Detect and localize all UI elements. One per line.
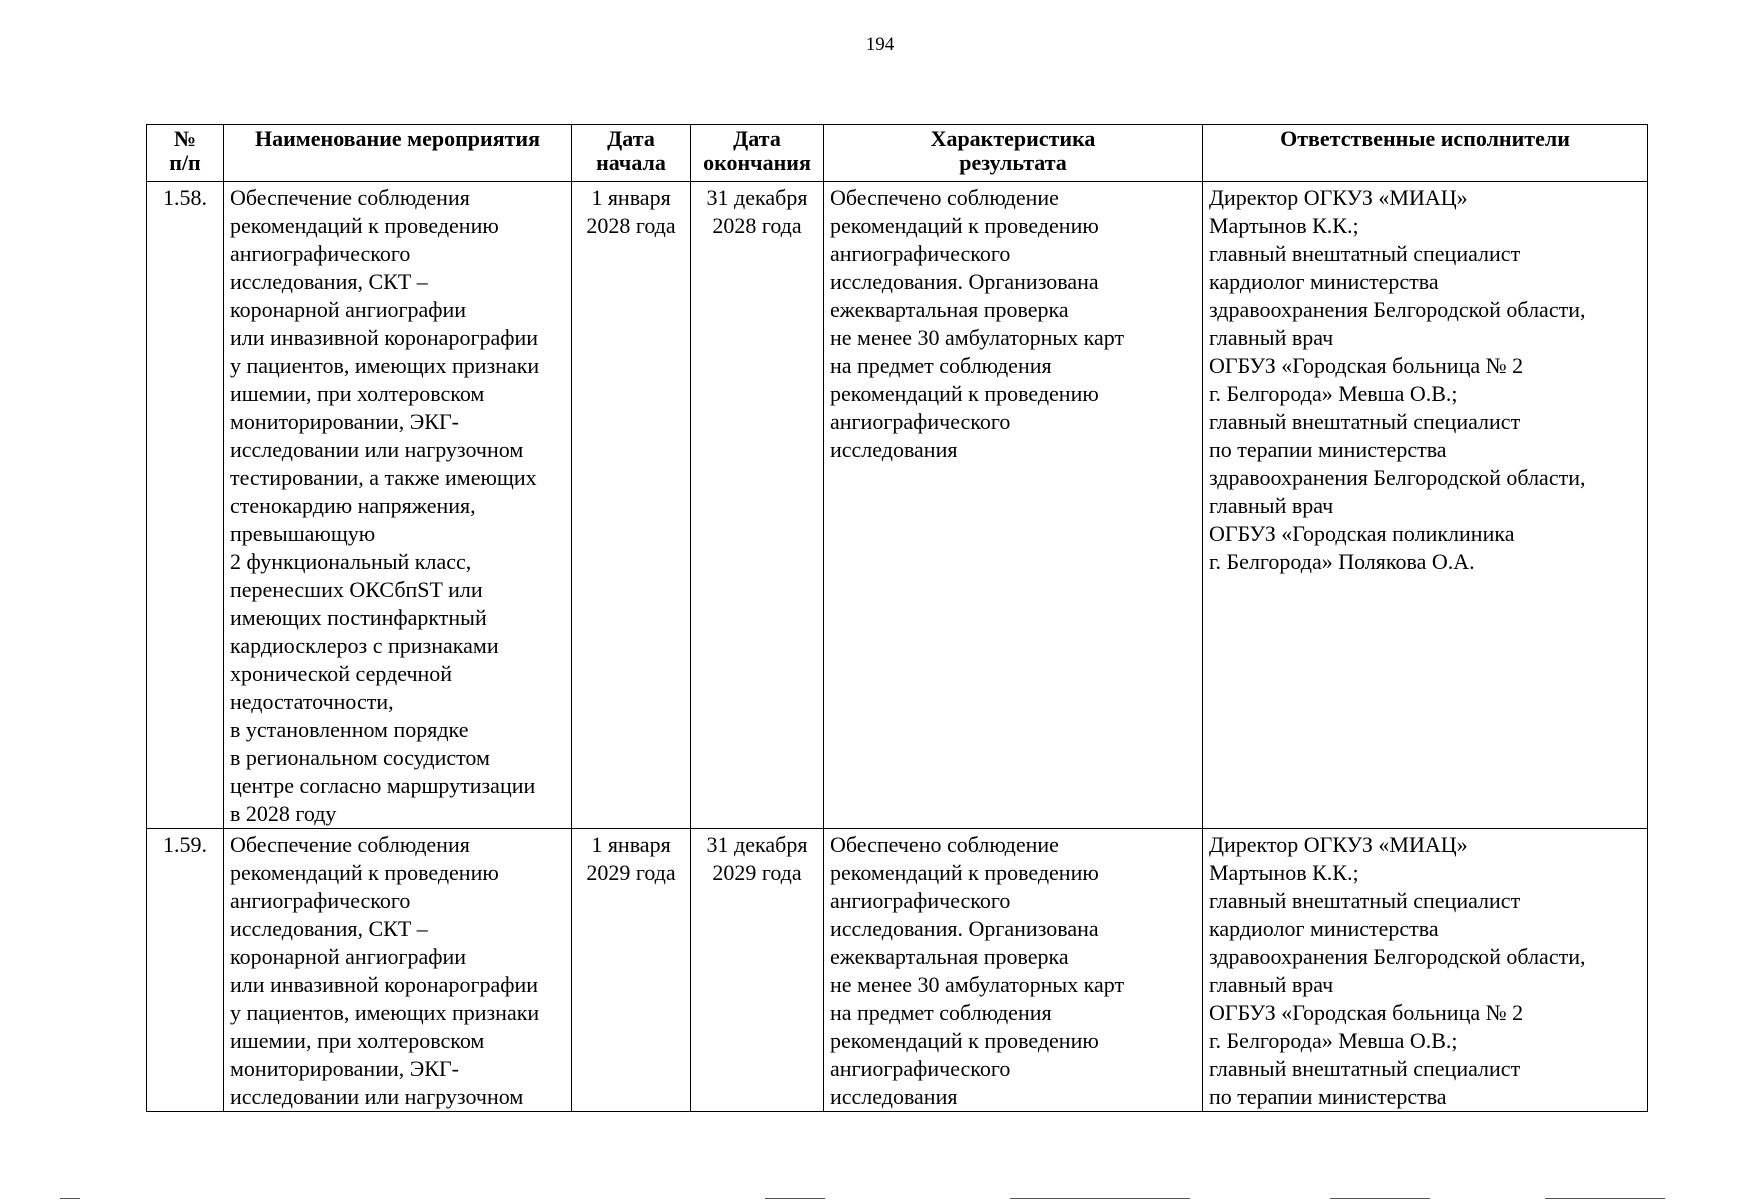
text-line: в региональном сосудистом [230,745,490,770]
text-line: или инвазивной коронарографии [230,972,539,997]
text-line: ангиографического [830,888,1011,913]
text-line: главный врач [1209,972,1334,997]
text-line: Обеспечено соблюдение [830,185,1059,210]
text-line: здравоохранения Белгородской области, [1209,297,1586,322]
header-result [824,125,1203,182]
text-line: коронарной ангиографии [230,297,467,322]
scan-rule [1330,1198,1430,1199]
text-line: главный внештатный специалист [1209,241,1521,266]
text-line: рекомендаций к проведению [830,860,1099,885]
text-line: рекомендаций к проведению [830,381,1099,406]
text-line: стенокардию напряжения, [230,493,476,518]
text-line: коронарной ангиографии [230,944,467,969]
text-line: результата [959,150,1067,175]
text-line: ишемии, при холтеровском [230,1028,485,1053]
text-line: мониторировании, ЭКГ- [230,1056,459,1081]
text-line: г. Белгорода» Мевша О.В.; [1209,1028,1458,1053]
text-line: № [173,126,197,151]
text-line: исследования. Организована [830,916,1099,941]
text-line: на предмет соблюдения [830,353,1052,378]
text-line: 1 января [591,185,671,210]
scan-rule [765,1198,825,1199]
text-line: Ответственные исполнители [1280,126,1570,151]
text-line: мониторировании, ЭКГ- [230,409,459,434]
text-line: в 2028 году [230,801,337,826]
activities-table [146,124,1648,1112]
header-name [224,125,572,182]
text-line: главный внештатный специалист [1209,409,1521,434]
text-line: кардиолог министерства [1209,269,1439,294]
text-line: ангиографического [830,409,1011,434]
text-line: рекомендаций к проведению [830,213,1099,238]
text-line: исследования, СКТ – [230,916,428,941]
header-start-date [572,125,691,182]
activity-name [224,829,572,1112]
row-number: 1.59. [147,829,224,1112]
text-line: главный врач [1209,493,1334,518]
text-line: 2028 года [712,213,802,238]
text-line: окончания [703,150,811,175]
text-line: 31 декабря [706,832,808,857]
end-date [691,829,824,1112]
text-line: ОГБУЗ «Городская больница № 2 [1209,1000,1524,1025]
text-line: Обеспечение соблюдения [230,832,470,857]
text-line: п/п [169,150,201,175]
text-line: здравоохранения Белгородской области, [1209,944,1586,969]
text-line: кардиолог министерства [1209,916,1439,941]
scan-rule [60,1198,80,1199]
text-line: исследовании или нагрузочном [230,1084,524,1109]
text-line: по терапии министерства [1209,1084,1447,1109]
text-line: Дата [607,126,655,151]
text-line: 1 января [591,832,671,857]
text-line: у пациентов, имеющих признаки [230,1000,540,1025]
row-number: 1.58. [147,182,224,829]
responsible-persons [1203,829,1648,1112]
result-description [824,829,1203,1112]
text-line: центре согласно маршрутизации [230,773,536,798]
text-line: рекомендаций к проведению [230,213,499,238]
text-line: ангиографического [830,241,1011,266]
text-line: 31 декабря [706,185,808,210]
text-line: в установленном порядке [230,717,469,742]
text-line: главный врач [1209,325,1334,350]
result-description [824,182,1203,829]
text-line: ангиографического [830,1056,1011,1081]
text-line: хронической сердечной [230,661,453,686]
text-line: у пациентов, имеющих признаки [230,353,540,378]
text-line: перенесших ОКСбпST или [230,577,483,602]
text-line: Наименование мероприятия [254,126,541,151]
text-line: исследования. Организована [830,269,1099,294]
text-line: г. Белгорода» Мевша О.В.; [1209,381,1458,406]
scan-rule [1545,1198,1665,1199]
text-line: ангиографического [230,241,411,266]
text-line: Обеспечено соблюдение [830,832,1059,857]
scan-rule [1010,1198,1190,1199]
text-line: имеющих постинфарктный [230,605,487,630]
text-line: недостаточности, [230,689,394,714]
text-line: на предмет соблюдения [830,1000,1052,1025]
table-row [147,829,1648,1112]
text-line: Директор ОГКУЗ «МИАЦ» [1209,832,1468,857]
text-line: ежеквартальная проверка [830,297,1069,322]
text-line: исследования [830,437,958,462]
text-line: не менее 30 амбулаторных карт [830,972,1125,997]
text-line: ангиографического [230,888,411,913]
text-line: или инвазивной коронарографии [230,325,539,350]
text-line: кардиосклероз с признаками [230,633,499,658]
responsible-persons [1203,182,1648,829]
text-line: 2029 года [712,860,802,885]
text-line: не менее 30 амбулаторных карт [830,325,1125,350]
text-line: Дата [733,126,781,151]
text-line: 2 функциональный класс, [230,549,472,574]
text-line: начала [596,150,666,175]
text-line: Обеспечение соблюдения [230,185,470,210]
table-row [147,182,1648,829]
text-line: 2029 года [586,860,676,885]
start-date [572,182,691,829]
text-line: ежеквартальная проверка [830,944,1069,969]
text-line: г. Белгорода» Полякова О.А. [1209,549,1475,574]
header-responsible [1203,125,1648,182]
text-line: Мартынов К.К.; [1209,860,1359,885]
table-header-row [147,125,1648,182]
activity-name [224,182,572,829]
text-line: по терапии министерства [1209,437,1447,462]
text-line: исследовании или нагрузочном [230,437,524,462]
header-end-date [691,125,824,182]
text-line: Характеристика [930,126,1096,151]
text-line: превышающую [230,521,376,546]
text-line: Директор ОГКУЗ «МИАЦ» [1209,185,1468,210]
text-line: главный внештатный специалист [1209,888,1521,913]
text-line: рекомендаций к проведению [830,1028,1099,1053]
text-line: исследования, СКТ – [230,269,428,294]
text-line: ишемии, при холтеровском [230,381,485,406]
text-line: Мартынов К.К.; [1209,213,1359,238]
text-line: ОГБУЗ «Городская больница № 2 [1209,353,1524,378]
text-line: 2028 года [586,213,676,238]
text-line: рекомендаций к проведению [230,860,499,885]
end-date [691,182,824,829]
page-number: 194 [865,34,895,55]
text-line: здравоохранения Белгородской области, [1209,465,1586,490]
text-line: исследования [830,1084,958,1109]
text-line: ОГБУЗ «Городская поликлиника [1209,521,1515,546]
header-num [147,125,224,182]
text-line: тестировании, а также имеющих [230,465,537,490]
text-line: главный внештатный специалист [1209,1056,1521,1081]
start-date [572,829,691,1112]
